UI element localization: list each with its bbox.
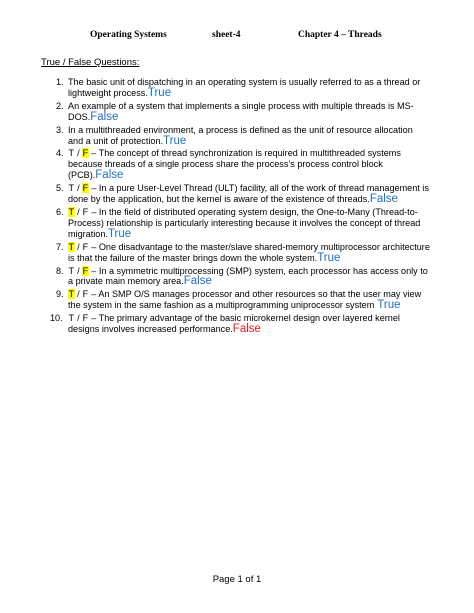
question-number: 10.	[50, 313, 63, 324]
question-item	[40, 101, 430, 123]
true-marker: T	[68, 241, 75, 252]
question-item: 7. T / F – One disadvantage to the master/slave shared-memory multiprocessor architecture is that the failure of the master brings down the whole system.True	[40, 242, 430, 264]
question-item	[40, 77, 430, 99]
true-marker: T	[68, 206, 75, 217]
false-marker: F	[82, 241, 89, 252]
answer-label: False	[95, 169, 124, 182]
page-header	[0, 30, 474, 44]
question-text: – One disadvantage to the master/slave shared-memory multiprocessor architecture is that the failure of the master brings down the whole system.	[68, 241, 430, 263]
question-number: 1.	[56, 77, 64, 87]
false-marker: F	[82, 183, 89, 194]
true-marker: T	[68, 183, 75, 194]
answer-label: False	[369, 193, 398, 206]
course-title: Operating Systems	[90, 30, 167, 40]
false-marker: F	[82, 148, 89, 159]
answer-label: False	[232, 323, 261, 336]
question-text: – An SMP O/S manages processor and other resources so that the user may view the system in the same fashion as a multiprogramming uniprocessor system	[68, 289, 422, 311]
answer-label: False	[183, 275, 212, 288]
question-number: 2.	[56, 100, 64, 111]
question-text: – In the field of distributed operating system design, the One-to-Many (Thread-to-Process) relationship is particularly interesting because it involves the concept of thread migration.	[68, 206, 421, 239]
question-text: An example of a system that implements a single process with multiple threads is MS-DOS.	[68, 100, 414, 122]
question-number: 4.	[56, 148, 64, 159]
true-marker: T	[68, 313, 75, 324]
answer-label: True	[317, 251, 341, 264]
question-number: 9.	[56, 289, 64, 300]
answer-label: True	[163, 134, 187, 147]
true-marker: T	[68, 289, 75, 300]
questions-list	[40, 77, 430, 337]
answer-label: True	[107, 227, 132, 240]
question-number: 8.	[56, 265, 64, 276]
answer-label: False	[90, 110, 119, 123]
question-text: – In a symmetric multiprocessing (SMP) system, each processor has access only to a private main memory area.	[68, 265, 428, 287]
chapter-title: Chapter 4 – Threads	[298, 30, 382, 40]
question-number: 5.	[56, 183, 64, 194]
question-number: 6.	[56, 206, 64, 217]
answer-label: True	[374, 299, 401, 312]
question-item: 8. T / F – In a symmetric multiprocessing (SMP) system, each processor has access only to a private main memory area.False	[40, 266, 430, 288]
question-item: 4. T / F – The concept of thread synchronization is required in multithreaded systems because threads of a single process share the process’s process control block (PCB).False	[40, 148, 430, 181]
false-marker: F	[82, 289, 89, 300]
false-marker: F	[82, 313, 89, 324]
false-marker: F	[82, 265, 89, 276]
false-marker: F	[82, 206, 89, 217]
true-marker: T	[68, 148, 75, 159]
question-number: 7.	[56, 241, 64, 252]
question-number: 3.	[56, 124, 64, 135]
question-text: – The concept of thread synchronization is required in multithreaded systems because threads of a single process share the process’s process control block (PCB).	[68, 148, 401, 181]
question-text: In a multithreaded environment, a process is defined as the unit of resource allocation and a unit of protection.	[68, 124, 413, 146]
question-text: – In a pure User-Level Thread (ULT) facility, all of the work of thread management is done by the application, but the kernel is aware of the existence of threads.	[68, 183, 429, 205]
sheet-label: sheet-4	[212, 30, 241, 40]
question-item: 6. T / F – In the field of distributed operating system design, the One-to-Many (Thread-to-Process) relationship is particularly interesting because it involves the concept of thread migration.True	[40, 207, 430, 240]
true-marker: T	[68, 265, 75, 276]
question-item: 5. T / F – In a pure User-Level Thread (ULT) facility, all of the work of thread management is done by the application, but the kernel is aware of the existence of threads.False	[40, 183, 430, 205]
answer-label: True	[147, 86, 172, 99]
question-item: 9. T / F – An SMP O/S manages processor and other resources so that the user may view the system in the same fashion as a multiprogramming uniprocessor system True	[40, 289, 430, 311]
page-footer: Page 1 of 1	[212, 574, 262, 585]
question-text: The basic unit of dispatching in an operating system is usually referred to as a thread or lightweight process.	[68, 77, 421, 98]
question-text: – The primary advantage of the basic microkernel design over layered kernel designs involves increased performance.	[68, 313, 400, 335]
section-title: True / False Questions:	[41, 57, 140, 68]
question-item: 10. T / F – The primary advantage of the basic microkernel design over layered kernel designs involves increased performance.False	[40, 313, 430, 335]
question-item	[40, 125, 430, 147]
